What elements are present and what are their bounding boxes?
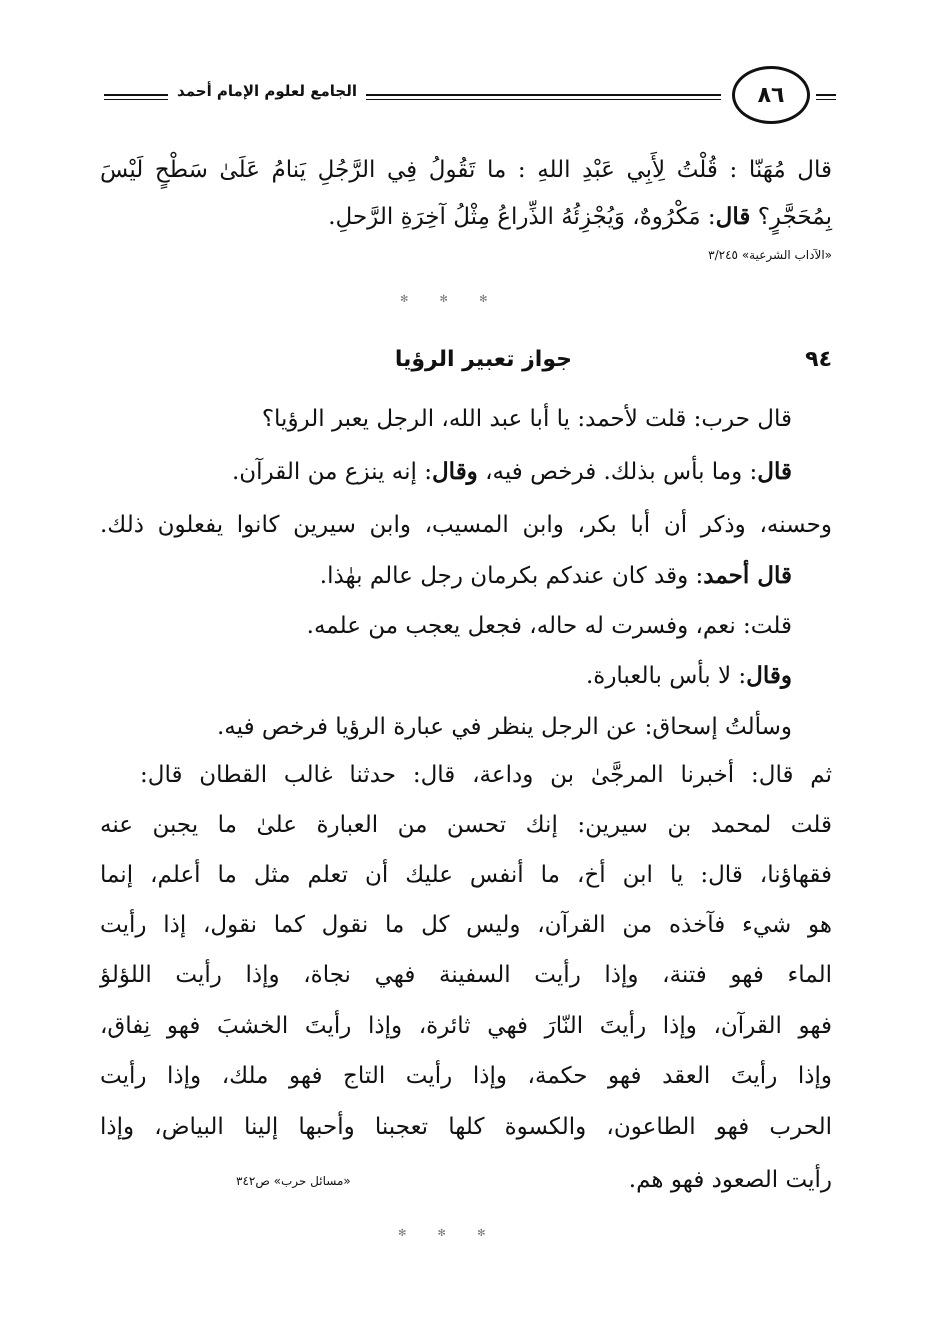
running-header	[104, 62, 836, 132]
page-number: ٨٦	[732, 66, 810, 124]
book-title: الجامع لعلوم الإمام أحمد	[177, 82, 357, 100]
header-rule-left	[104, 94, 168, 100]
header-rule-middle	[366, 94, 721, 100]
speaker-label-2: وقال	[431, 458, 478, 485]
ornament-divider-top: ✻ ✻ ✻	[400, 294, 502, 305]
body-citation: «مسائل حرب» ص٣٤٢	[236, 1174, 351, 1188]
body-line-13: فهو القرآن، وإذا رأيتَ النّارَ فهي ثائرة، وإذا رأيتَ الخشبَ فهو نِفاق،	[100, 1013, 832, 1039]
body-line-7: وسألتُ إسحاق: عن الرجل ينظر في عبارة الرؤيا فرخص فيه.	[217, 714, 792, 740]
intro-line-2-b: : مَكْرُوهٌ، وَيُجْزِئُهُ الذِّراعُ مِثْلُ آخِرَةِ الرَّحلِ.	[328, 204, 716, 230]
body-line-11: هو شيء فآخذه من القرآن، وليس كل ما نقول كما نقول، إذا رأيت	[100, 912, 832, 938]
body-line-9: قلت لمحمد بن سيرين: إنك تحسن من العبارة علىٰ ما يجبن عنه	[100, 812, 832, 838]
body-line-8: ثم قال: أخبرنا المرجَّىٰ بن وداعة، قال: حدثنا غالب القطان قال:	[140, 762, 832, 788]
body-line-15: الحرب فهو الطاعون، والكسوة كلها تعجبنا وأحبها إلينا البياض، وإذا	[100, 1114, 832, 1140]
section-number: ٩٤	[805, 347, 832, 372]
body-line-6-text: : لا بأس بالعبارة.	[585, 663, 747, 689]
body-line-2-b: : إنه ينزع من القرآن.	[231, 459, 432, 485]
header-rule-right	[816, 94, 836, 100]
intro-line-2-a: بِمُحَجَّرٍ؟	[750, 204, 832, 230]
body-line-14: وإذا رأيتَ العقد فهو حكمة، وإذا رأيت التاج فهو ملك، وإذا رأيت	[100, 1063, 832, 1089]
body-line-4-text: : وقد كان عندكم بكرمان رجل عالم بهٰذا.	[319, 563, 704, 589]
ornament-divider-bottom: ✻ ✻ ✻	[398, 1228, 500, 1239]
body-line-12: الماء فهو فتنة، وإذا رأيت السفينة فهي نجاة، وإذا رأيت اللؤلؤ	[100, 962, 832, 988]
intro-line-1: قال مُهَنّا : قُلْتُ لِأَبِي عَبْدِ اللهِ : ما تَقُولُ فِي الرَّجُلِ يَنامُ عَلَىٰ سَطْحٍ لَيْسَ	[100, 157, 832, 183]
speaker-label-ahmad: قال أحمد	[703, 562, 792, 589]
body-line-3: وحسنه، وذكر أن أبا بكر، وابن المسيب، وابن سيرين كانوا يفعلون ذلك.	[100, 512, 832, 538]
section-title: جواز تعبير الرؤيا	[394, 347, 572, 372]
intro-line-2	[328, 197, 832, 237]
body-line-2-a: : وما بأس بذلك. فرخص فيه،	[477, 459, 758, 485]
intro-citation: «الآداب الشرعية» ٣/٢٤٥	[708, 248, 832, 262]
speaker-label-3: وقال	[746, 662, 792, 689]
body-line-2	[232, 452, 792, 492]
body-line-1: قال حرب: قلت لأحمد: يا أبا عبد الله، الرجل يعبر الرؤيا؟	[261, 406, 792, 432]
speaker-label: قال	[757, 458, 792, 485]
body-line-16: رأيت الصعود فهو هم.	[628, 1167, 832, 1193]
body-line-6	[586, 656, 792, 696]
body-line-5: قلت: نعم، وفسرت له حاله، فجعل يعجب من علمه.	[306, 613, 792, 639]
intro-speaker-label: قال	[715, 203, 751, 230]
body-line-10: فقهاؤنا، قال: يا ابن أخ، ما أنفس عليك أن تعلم مثل ما أعلم، إنما	[100, 862, 832, 888]
body-line-4	[320, 556, 792, 596]
